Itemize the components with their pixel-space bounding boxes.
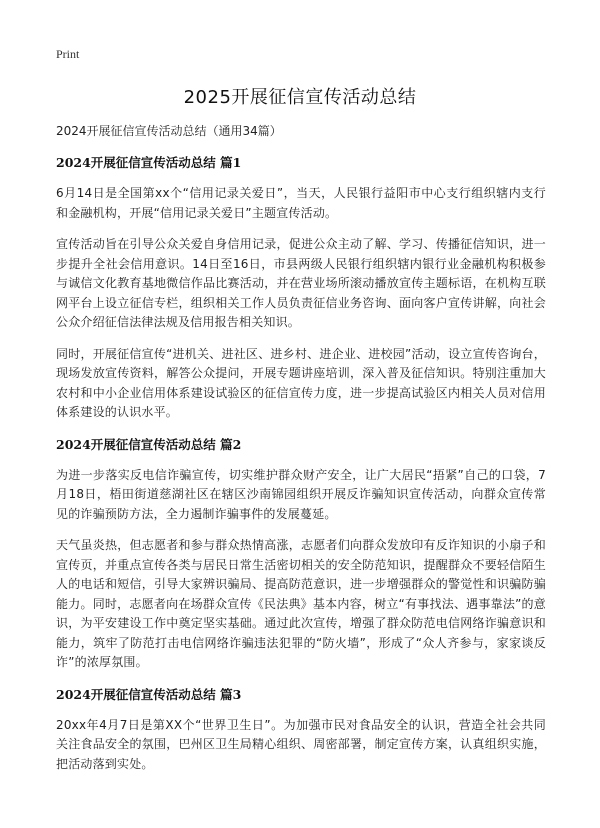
paragraph: 天气虽炎热，但志愿者和参与群众热情高涨，志愿者们向群众发放印有反诈知识的小扇子和宣传页，并重点宣传各类与居民日常生活密切相关的安全防范知识，提醒群众不要轻信陌生人的电话和短信，引导大家辨识骗局、提高防范意识，进一步增强群众的警觉性和识骗防骗能力。同时，志愿者向在场群众宣传《民法典》基本内容，树立“有事找法、遇事靠法”的意识，为平安建设工作中奠定坚实基础。通过此次宣传，增强了群众防范电信网络诈骗意识和能力，筑牢了防范打击电信网络诈骗违法犯罪的“防火墙”，形成了“众人齐参与，家家谈反诈”的浓厚氛围。 (56, 538, 546, 669)
article-body (56, 122, 546, 786)
section-heading-1: 2024开展征信宣传活动总结 篇1 (56, 155, 242, 170)
paragraph: 20xx年4月7日是第XX个“世界卫生日”。为加强市民对食品安全的认识，营造全社会共同关注食品安全的氛围，巴州区卫生局精心组织、周密部署，制定宣传方案，认真组织实施，把活动落到实处。 (56, 717, 546, 771)
print-link[interactable]: Print (56, 47, 80, 61)
paragraph: 6月14日是全国第xx个“信用记录关爱日”，当天，人民银行益阳市中心支行组织辖内支行和金融机构，开展“信用记录关爱日”主题宣传活动。 (56, 186, 546, 220)
page-title: 2025开展征信宣传活动总结 (183, 87, 417, 108)
article-subtitle: 2024开展征信宣传活动总结（通用34篇） (56, 124, 282, 138)
section-heading-3: 2024开展征信宣传活动总结 篇3 (56, 686, 242, 702)
paragraph: 宣传活动旨在引导公众关爱自身信用记录，促进公众主动了解、学习、传播征信知识，进一步提升全社会信用意识。14日至16日，市县两级人民银行组织辖内银行业金融机构积极参与诚信文化教育基地微信作品比赛活动，并在营业场所滚动播放宣传主题标语，在机构互联网平台上设立征信专栏，组织相关工作人员负责征信业务咨询、面向客户宣传讲解，向社会公众介绍征信法律法规及信用报告相关知识。 (56, 237, 546, 329)
paragraph: 同时，开展征信宣传“进机关、进社区、进乡村、进企业、进校园”活动，设立宣传咨询台，现场发放宣传资料，解答公众提问，开展专题讲座培训，深入普及征信知识。特别注重加大农村和中小企业信用体系建设试验区的征信宣传力度，进一步提高试验区内相关人员对信用体系建设的认识水平。 (56, 346, 546, 419)
section-heading-2: 2024开展征信宣传活动总结 篇2 (56, 436, 242, 452)
paragraph: 为进一步落实反电信诈骗宣传，切实维护群众财产安全，让广大居民“捂紧”自己的口袋，7月18日，梧田街道慈湖社区在辖区沙南锦园组织开展反诈骗知识宣传活动，向群众宣传常见的诈骗预防方法，全力遏制诈骗事件的发展蔓延。 (56, 467, 546, 521)
